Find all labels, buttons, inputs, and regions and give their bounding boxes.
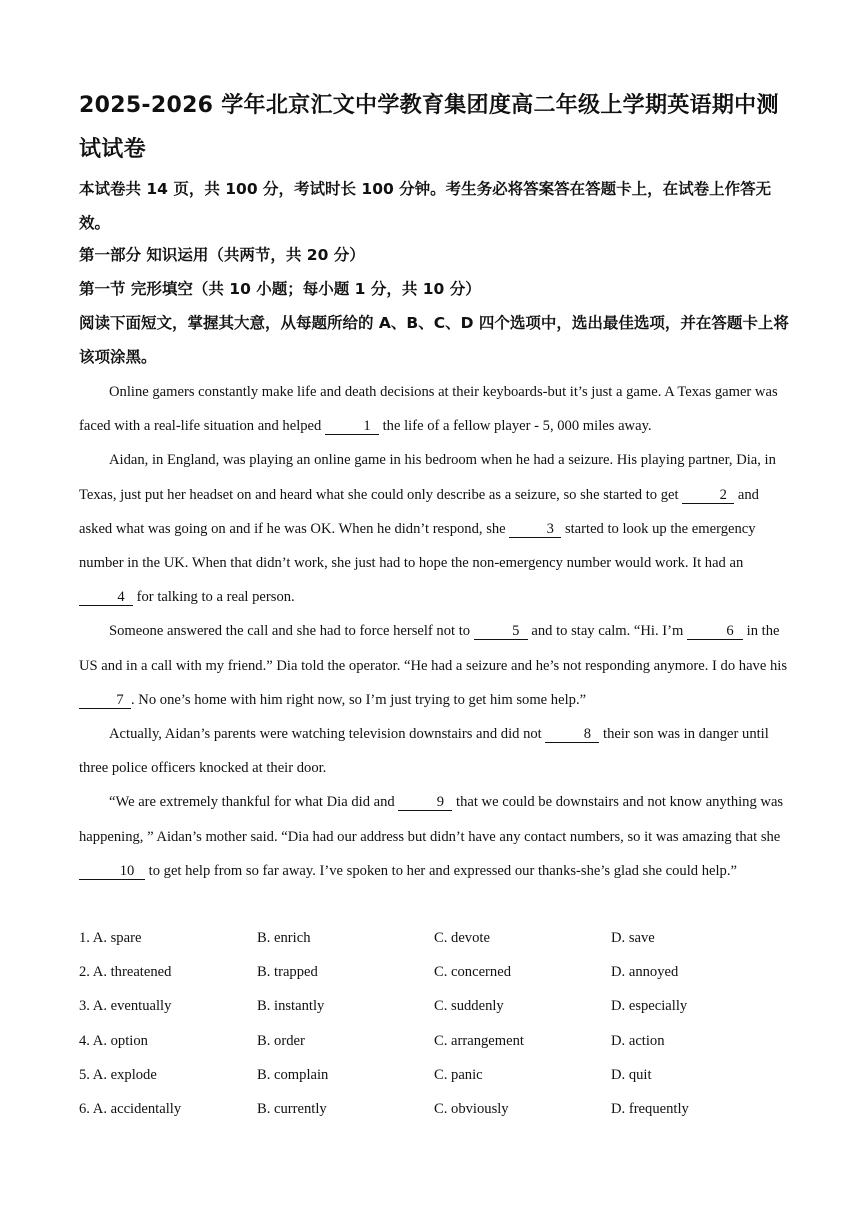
- cloze-passage: [79, 375, 791, 888]
- passage-text: for talking to a real person.: [133, 589, 295, 606]
- question-options-2: [79, 955, 791, 989]
- passage-paragraph-1: [79, 375, 791, 443]
- answer-options: [79, 921, 791, 1126]
- passage-text: to get help from so far away. I’ve spoken to her and expressed our thanks-she’s glad she could help.”: [145, 862, 737, 879]
- part-heading: 第一部分 知识运用（共两节，共 20 分）: [79, 246, 365, 264]
- option-b: B. instantly: [257, 998, 325, 1015]
- passage-text: the life of a fellow player - 5, 000 miles away.: [378, 418, 652, 435]
- passage-paragraph-4: [79, 717, 791, 785]
- exam-title: 2025-2026 学年北京汇文中学教育集团度高二年级上学期英语期中测试试卷: [79, 93, 779, 162]
- blank-4: 4: [79, 590, 133, 606]
- question-options-6: [79, 1092, 791, 1126]
- option-c: C. panic: [434, 1066, 483, 1083]
- passage-text: . No one’s home with him right now, so I’m just trying to get him some help.”: [131, 691, 587, 708]
- instruction-text: 阅读下面短文，掌握其大意，从每题所给的 A、B、C、D 四个选项中，选出最佳选项，并在答题卡上将该项涂黑。: [79, 314, 789, 366]
- blank-3: 3: [509, 522, 561, 538]
- option-d: D. frequently: [611, 1100, 689, 1117]
- option-a: 1. A. spare: [79, 930, 142, 946]
- option-a: 2. A. threatened: [79, 964, 172, 981]
- passage-text: their son was in danger until three police officers knocked at their door.: [79, 726, 769, 777]
- option-d: D. action: [611, 1032, 665, 1049]
- option-b: B. order: [257, 1032, 305, 1049]
- option-b: B. trapped: [257, 964, 318, 981]
- blank-6: 6: [687, 624, 743, 640]
- option-a: 3. A. eventually: [79, 998, 172, 1015]
- exam-intro: 本试卷共 14 页，共 100 分，考试时长 100 分钟。考生务必将答案答在答题卡上，在试卷上作答无效。: [79, 180, 772, 232]
- passage-paragraph-3: [79, 614, 791, 717]
- option-a: 6. A. accidentally: [79, 1100, 182, 1117]
- option-b: B. currently: [257, 1100, 327, 1117]
- option-c: C. arrangement: [434, 1032, 524, 1049]
- passage-text: Online gamers constantly make life and death decisions at their keyboards-but it’s just a game. A Texas gamer was faced with a real-life situation and helped: [79, 384, 778, 435]
- passage-text: and asked what was going on and if he was OK. When he didn’t respond, she: [79, 486, 759, 537]
- passage-text: and to stay calm. “Hi. I’m: [527, 623, 687, 640]
- question-options-4: [79, 1024, 791, 1058]
- option-d: D. save: [611, 930, 655, 946]
- question-options-3: [79, 989, 791, 1023]
- passage-text: “We are extremely thankful for what Dia did and: [109, 794, 399, 811]
- passage-text: that we could be downstairs and not know anything was happening, ” Aidan’s mother said. “Dia had our address but didn’t have any contact numbers, so it was amazing that she: [79, 794, 784, 845]
- passage-paragraph-2: [79, 443, 791, 614]
- option-d: D. quit: [611, 1066, 652, 1083]
- blank-1: 1: [325, 419, 379, 435]
- passage-text: started to look up the emergency number in the UK. When that didn’t work, she just had to hope the non-emergency number would work. It had an: [79, 520, 756, 572]
- blank-9: 9: [398, 795, 452, 811]
- option-c: C. concerned: [434, 964, 511, 981]
- passage-text: Someone answered the call and she had to force herself not to: [109, 623, 474, 640]
- blank-8: 8: [545, 727, 599, 743]
- option-a: 4. A. option: [79, 1032, 148, 1049]
- blank-10: 10: [79, 864, 145, 880]
- option-c: C. suddenly: [434, 998, 504, 1015]
- passage-text: Actually, Aidan’s parents were watching television downstairs and did not: [109, 726, 546, 743]
- passage-text: in the US and in a call with my friend.” Dia told the operator. “He had a seizure and he’s not responding anymore. I do have his: [79, 623, 787, 674]
- option-c: C. obviously: [434, 1100, 509, 1117]
- blank-5: 5: [474, 624, 528, 640]
- passage-paragraph-5: [79, 785, 791, 888]
- option-b: B. enrich: [257, 930, 311, 946]
- option-a: 5. A. explode: [79, 1066, 157, 1083]
- blank-7: 7: [79, 693, 131, 709]
- passage-text: Aidan, in England, was playing an online game in his bedroom when he had a seizure. His playing partner, Dia, in Texas, just put her headset on and heard what she could only describe as a seizure, so she started to get: [79, 452, 776, 503]
- option-d: D. especially: [611, 998, 688, 1015]
- option-b: B. complain: [257, 1066, 329, 1083]
- section-heading: 第一节 完形填空（共 10 小题；每小题 1 分，共 10 分）: [79, 280, 481, 298]
- question-options-5: [79, 1058, 791, 1092]
- option-d: D. annoyed: [611, 964, 679, 981]
- question-options-1: [79, 921, 791, 955]
- option-c: C. devote: [434, 930, 490, 946]
- blank-2: 2: [682, 488, 734, 504]
